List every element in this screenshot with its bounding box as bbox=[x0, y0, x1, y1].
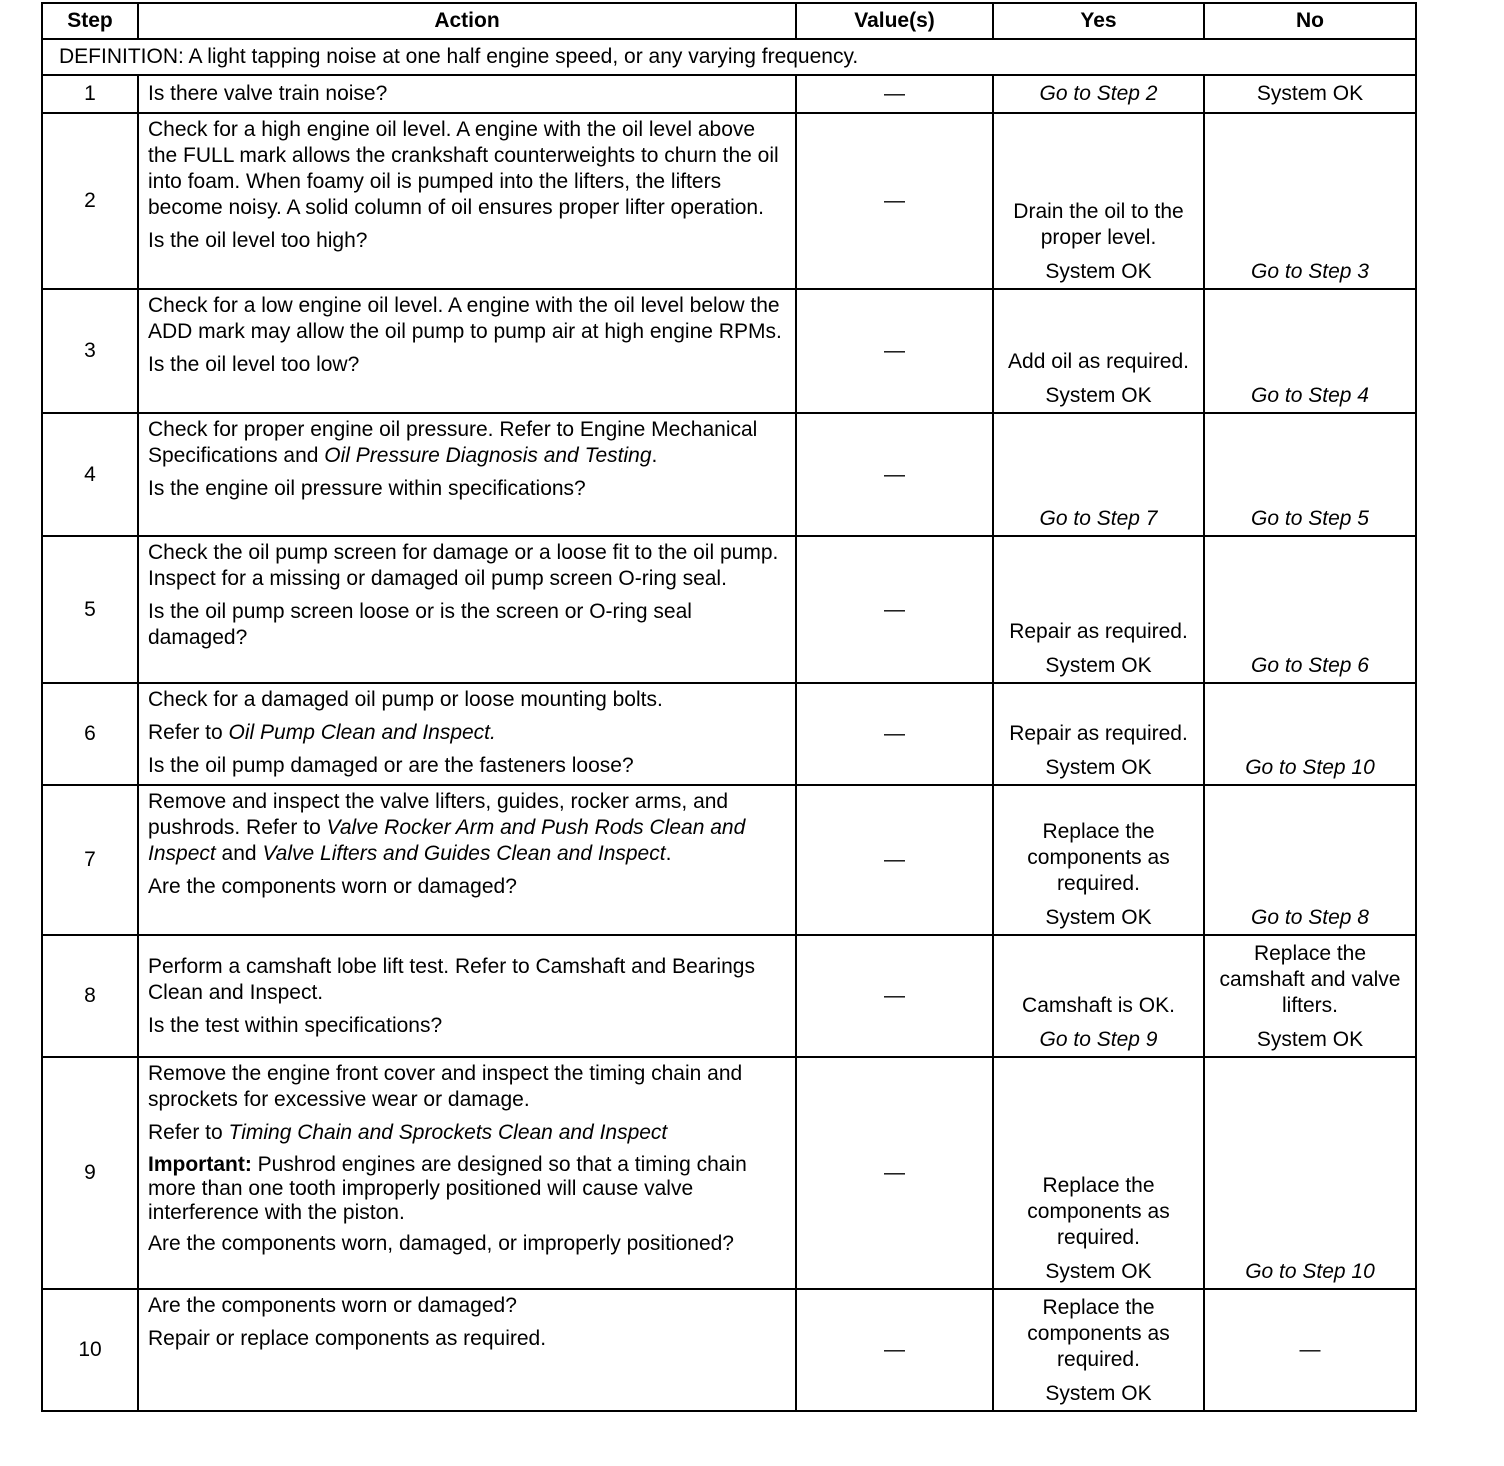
table-row bbox=[42, 75, 1416, 113]
yes-cell bbox=[993, 536, 1204, 683]
value-cell: — bbox=[796, 289, 993, 413]
yes-goto: Go to Step 7 bbox=[1039, 507, 1158, 530]
value-cell: — bbox=[796, 683, 993, 785]
action-instruction: Check for a high engine oil level. A engine with the oil level above the FULL mark allows the crankshaft counterweights to churn the oil into foam. When foamy oil is pumped into the lifters, the lifters become noisy. A solid column of oil ensures proper lifter operation. bbox=[148, 118, 779, 219]
action-text: and bbox=[215, 842, 263, 865]
no-goto: Go to Step 6 bbox=[1251, 654, 1369, 677]
no-cell bbox=[1204, 113, 1416, 289]
action-instruction: Check for a damaged oil pump or loose mounting bolts. bbox=[148, 688, 663, 711]
no-cell bbox=[1204, 683, 1416, 785]
action-cell bbox=[138, 536, 796, 683]
diagnostic-table bbox=[41, 2, 1417, 1412]
action-cell bbox=[138, 785, 796, 935]
yes-cell bbox=[993, 1057, 1204, 1289]
action-instruction: Repair or replace components as required. bbox=[148, 1327, 547, 1350]
step-number: 6 bbox=[42, 683, 138, 785]
action-question: Is the oil level too high? bbox=[148, 229, 368, 252]
value-cell: — bbox=[796, 413, 993, 536]
yes-action: Drain the oil to the proper level. bbox=[1013, 200, 1184, 249]
action-cell bbox=[138, 935, 796, 1057]
no-goto: Go to Step 8 bbox=[1251, 906, 1369, 929]
value-cell: — bbox=[796, 113, 993, 289]
yes-result: System OK bbox=[1045, 654, 1152, 677]
value-cell: — bbox=[796, 1057, 993, 1289]
no-cell bbox=[1204, 75, 1416, 113]
yes-result: System OK bbox=[1045, 384, 1152, 407]
action-question: Are the components worn or damaged? bbox=[148, 1294, 517, 1317]
yes-result: System OK bbox=[1045, 260, 1152, 283]
definition-row bbox=[42, 39, 1416, 75]
header-action: Action bbox=[138, 3, 796, 39]
action-cell bbox=[138, 75, 796, 113]
yes-action: Add oil as required. bbox=[1008, 350, 1189, 373]
action-cell bbox=[138, 1057, 796, 1289]
step-number: 9 bbox=[42, 1057, 138, 1289]
action-cell bbox=[138, 413, 796, 536]
action-text: . bbox=[665, 842, 672, 865]
yes-cell bbox=[993, 289, 1204, 413]
table-row bbox=[42, 1289, 1416, 1411]
step-number: 5 bbox=[42, 536, 138, 683]
yes-cell bbox=[993, 935, 1204, 1057]
table-row bbox=[42, 1057, 1416, 1289]
action-instruction: Perform a camshaft lobe lift test. Refer to Camshaft and Bearings Clean and Inspect. bbox=[148, 954, 755, 1004]
reference-link: Valve Lifters and Guides Clean and Inspect bbox=[262, 842, 666, 865]
action-cell bbox=[138, 683, 796, 785]
step-number: 1 bbox=[42, 75, 138, 113]
important-note bbox=[148, 1153, 789, 1225]
action-instruction: Check for a low engine oil level. A engine with the oil level below the ADD mark may allow the oil pump to pump air at high engine RPMs. bbox=[148, 294, 782, 343]
yes-action: Replace the components as required. bbox=[1027, 1296, 1170, 1371]
action-instruction: Check the oil pump screen for damage or a loose fit to the oil pump. Inspect for a missing or damaged oil pump screen O-ring seal. bbox=[148, 541, 779, 590]
yes-result: System OK bbox=[1045, 1260, 1152, 1283]
yes-goto: Go to Step 2 bbox=[1039, 81, 1158, 105]
no-goto: Go to Step 5 bbox=[1251, 507, 1369, 530]
header-row bbox=[42, 3, 1416, 39]
value-cell: — bbox=[796, 785, 993, 935]
action-cell bbox=[138, 113, 796, 289]
no-goto: Go to Step 4 bbox=[1251, 384, 1369, 407]
definition-text: DEFINITION: A light tapping noise at one half engine speed, or any varying frequency. bbox=[42, 39, 1416, 75]
no-goto: Go to Step 3 bbox=[1251, 260, 1369, 283]
reference-link: Oil Pressure Diagnosis and Testing bbox=[324, 444, 652, 467]
action-instruction bbox=[148, 789, 789, 867]
action-instruction bbox=[148, 417, 789, 469]
yes-result: System OK bbox=[1045, 906, 1152, 929]
header-values: Value(s) bbox=[796, 3, 993, 39]
action-question: Are the components worn or damaged? bbox=[148, 875, 517, 898]
action-question: Is the oil level too low? bbox=[148, 353, 360, 376]
value-cell: — bbox=[796, 75, 993, 113]
yes-cell bbox=[993, 1289, 1204, 1411]
yes-cell bbox=[993, 413, 1204, 536]
no-cell bbox=[1204, 1057, 1416, 1289]
action-text: Remove and inspect the valve lifters, guides, rocker arms, and pushrods. Refer to bbox=[148, 790, 729, 839]
step-number: 7 bbox=[42, 785, 138, 935]
action-text: Check for proper engine oil pressure. Refer to Engine Mechanical Specifications and bbox=[148, 418, 758, 467]
table-row bbox=[42, 683, 1416, 785]
yes-cell bbox=[993, 113, 1204, 289]
action-reference bbox=[148, 720, 789, 746]
table-row bbox=[42, 935, 1416, 1057]
action-instruction: Remove the engine front cover and inspect the timing chain and sprockets for excessive wear or damage. bbox=[148, 1062, 743, 1111]
value-cell: — bbox=[796, 935, 993, 1057]
table-row bbox=[42, 289, 1416, 413]
yes-cell bbox=[993, 683, 1204, 785]
action-question: Are the components worn, damaged, or improperly positioned? bbox=[148, 1232, 734, 1255]
yes-result: System OK bbox=[1045, 1382, 1152, 1405]
table-row bbox=[42, 536, 1416, 683]
no-cell bbox=[1204, 1289, 1416, 1411]
yes-action: Repair as required. bbox=[1009, 722, 1188, 745]
step-number: 4 bbox=[42, 413, 138, 536]
action-cell bbox=[138, 289, 796, 413]
yes-cell bbox=[993, 785, 1204, 935]
no-text: — bbox=[1299, 1337, 1321, 1361]
reference-link: Timing Chain and Sprockets Clean and Inspect bbox=[228, 1121, 668, 1144]
important-text: Pushrod engines are designed so that a timing chain more than one tooth improperly positioned will cause valve interference with the piston. bbox=[148, 1153, 747, 1224]
step-number: 2 bbox=[42, 113, 138, 289]
yes-action: Repair as required. bbox=[1009, 620, 1188, 643]
reference-link: Oil Pump Clean and Inspect. bbox=[228, 721, 496, 744]
no-cell bbox=[1204, 289, 1416, 413]
value-cell: — bbox=[796, 1289, 993, 1411]
yes-cell bbox=[993, 75, 1204, 113]
table-row bbox=[42, 785, 1416, 935]
table-row bbox=[42, 413, 1416, 536]
table-row bbox=[42, 113, 1416, 289]
no-cell bbox=[1204, 935, 1416, 1057]
yes-action: Replace the components as required. bbox=[1027, 820, 1170, 895]
action-question: Is the oil pump screen loose or is the screen or O-ring seal damaged? bbox=[148, 600, 692, 649]
header-yes: Yes bbox=[993, 3, 1204, 39]
action-question: Is there valve train noise? bbox=[148, 82, 388, 105]
action-question: Is the engine oil pressure within specifications? bbox=[148, 477, 586, 500]
action-text: . bbox=[651, 444, 658, 467]
important-label: Important: bbox=[148, 1153, 252, 1176]
action-question: Is the oil pump damaged or are the fasteners loose? bbox=[148, 754, 634, 777]
yes-action: Camshaft is OK. bbox=[1022, 994, 1175, 1017]
action-question: Is the test within specifications? bbox=[148, 1013, 443, 1037]
header-step: Step bbox=[42, 3, 138, 39]
no-result: System OK bbox=[1256, 1028, 1364, 1051]
no-cell bbox=[1204, 413, 1416, 536]
action-cell bbox=[138, 1289, 796, 1411]
no-cell bbox=[1204, 536, 1416, 683]
reference-link: Valve Rocker Arm and Push Rods Clean and Inspect bbox=[148, 816, 746, 865]
yes-result: System OK bbox=[1045, 756, 1152, 779]
step-number: 3 bbox=[42, 289, 138, 413]
yes-action: Replace the components as required. bbox=[1027, 1174, 1170, 1249]
step-number: 8 bbox=[42, 935, 138, 1057]
action-reference bbox=[148, 1120, 789, 1146]
no-text: System OK bbox=[1256, 81, 1364, 105]
value-cell: — bbox=[796, 536, 993, 683]
step-number: 10 bbox=[42, 1289, 138, 1411]
header-no: No bbox=[1204, 3, 1416, 39]
yes-goto: Go to Step 9 bbox=[1039, 1028, 1158, 1051]
no-action: Replace the camshaft and valve lifters. bbox=[1219, 942, 1401, 1017]
no-goto: Go to Step 10 bbox=[1245, 1260, 1375, 1283]
action-text: Refer to bbox=[148, 721, 229, 744]
action-text: Refer to bbox=[148, 1121, 229, 1144]
no-goto: Go to Step 10 bbox=[1245, 756, 1375, 779]
no-cell bbox=[1204, 785, 1416, 935]
